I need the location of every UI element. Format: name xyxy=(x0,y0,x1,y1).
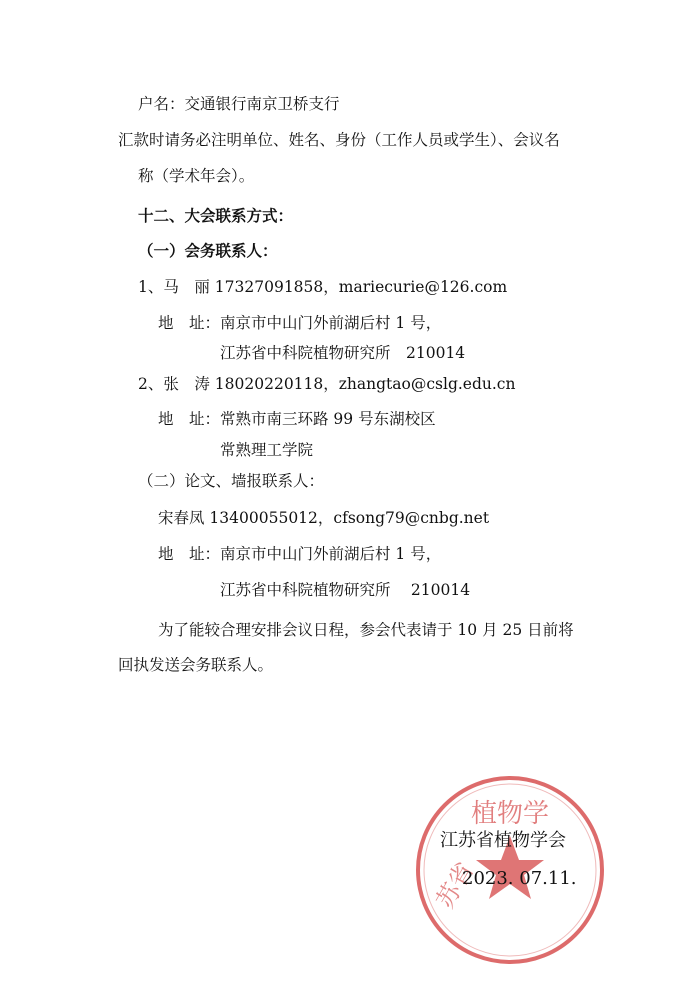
account-name-line: 户名：交通银行南京卫桥支行 xyxy=(138,95,340,113)
closing-paragraph-line-1: 为了能较合理安排会议日程，参会代表请于 10 月 25 日前将 xyxy=(158,621,574,639)
contact-3-address-line-2: 江苏省中科院植物研究所 210014 xyxy=(220,581,471,599)
signature-organization: 江苏省植物学会 xyxy=(440,830,566,851)
subsection-title-conference-contacts: （一）会务联系人： xyxy=(138,241,278,260)
remittance-note-line-1: 汇款时请务必注明单位、姓名、身份（工作人员或学生）、会议名 xyxy=(118,131,560,149)
contact-1-address-line-2: 江苏省中科院植物研究所 210014 xyxy=(220,344,466,362)
closing-paragraph-line-2: 回执发送会务联系人。 xyxy=(118,656,274,674)
seal-text-top: 植物学 xyxy=(470,799,550,829)
contact-3-address-line-1: 地 址：南京市中山门外前湖后村 1 号， xyxy=(158,545,442,563)
contact-2-name: 2、张 涛 18020220118，zhangtao@cslg.edu.cn xyxy=(138,375,516,393)
signature-date: 2023. 07.11. xyxy=(462,868,577,889)
contact-3-name: 宋春凤 13400055012，cfsong79@cnbg.net xyxy=(158,509,490,527)
remittance-note-line-2: 称（学术年会）。 xyxy=(138,167,255,185)
contact-1-name: 1、马 丽 17327091858，mariecurie@126.com xyxy=(138,278,508,296)
contact-1-address-line-1: 地 址：南京市中山门外前湖后村 1 号， xyxy=(158,314,442,332)
subsection-title-paper-poster-contact: （二）论文、墙报联系人： xyxy=(138,472,325,490)
seal-text-side: 苏省 xyxy=(430,857,480,913)
contact-2-address-line-1: 地 址：常熟市南三环路 99 号东湖校区 xyxy=(158,410,436,428)
section-title-contact: 十二、大会联系方式： xyxy=(138,206,294,225)
contact-2-address-line-2: 常熟理工学院 xyxy=(220,441,314,459)
